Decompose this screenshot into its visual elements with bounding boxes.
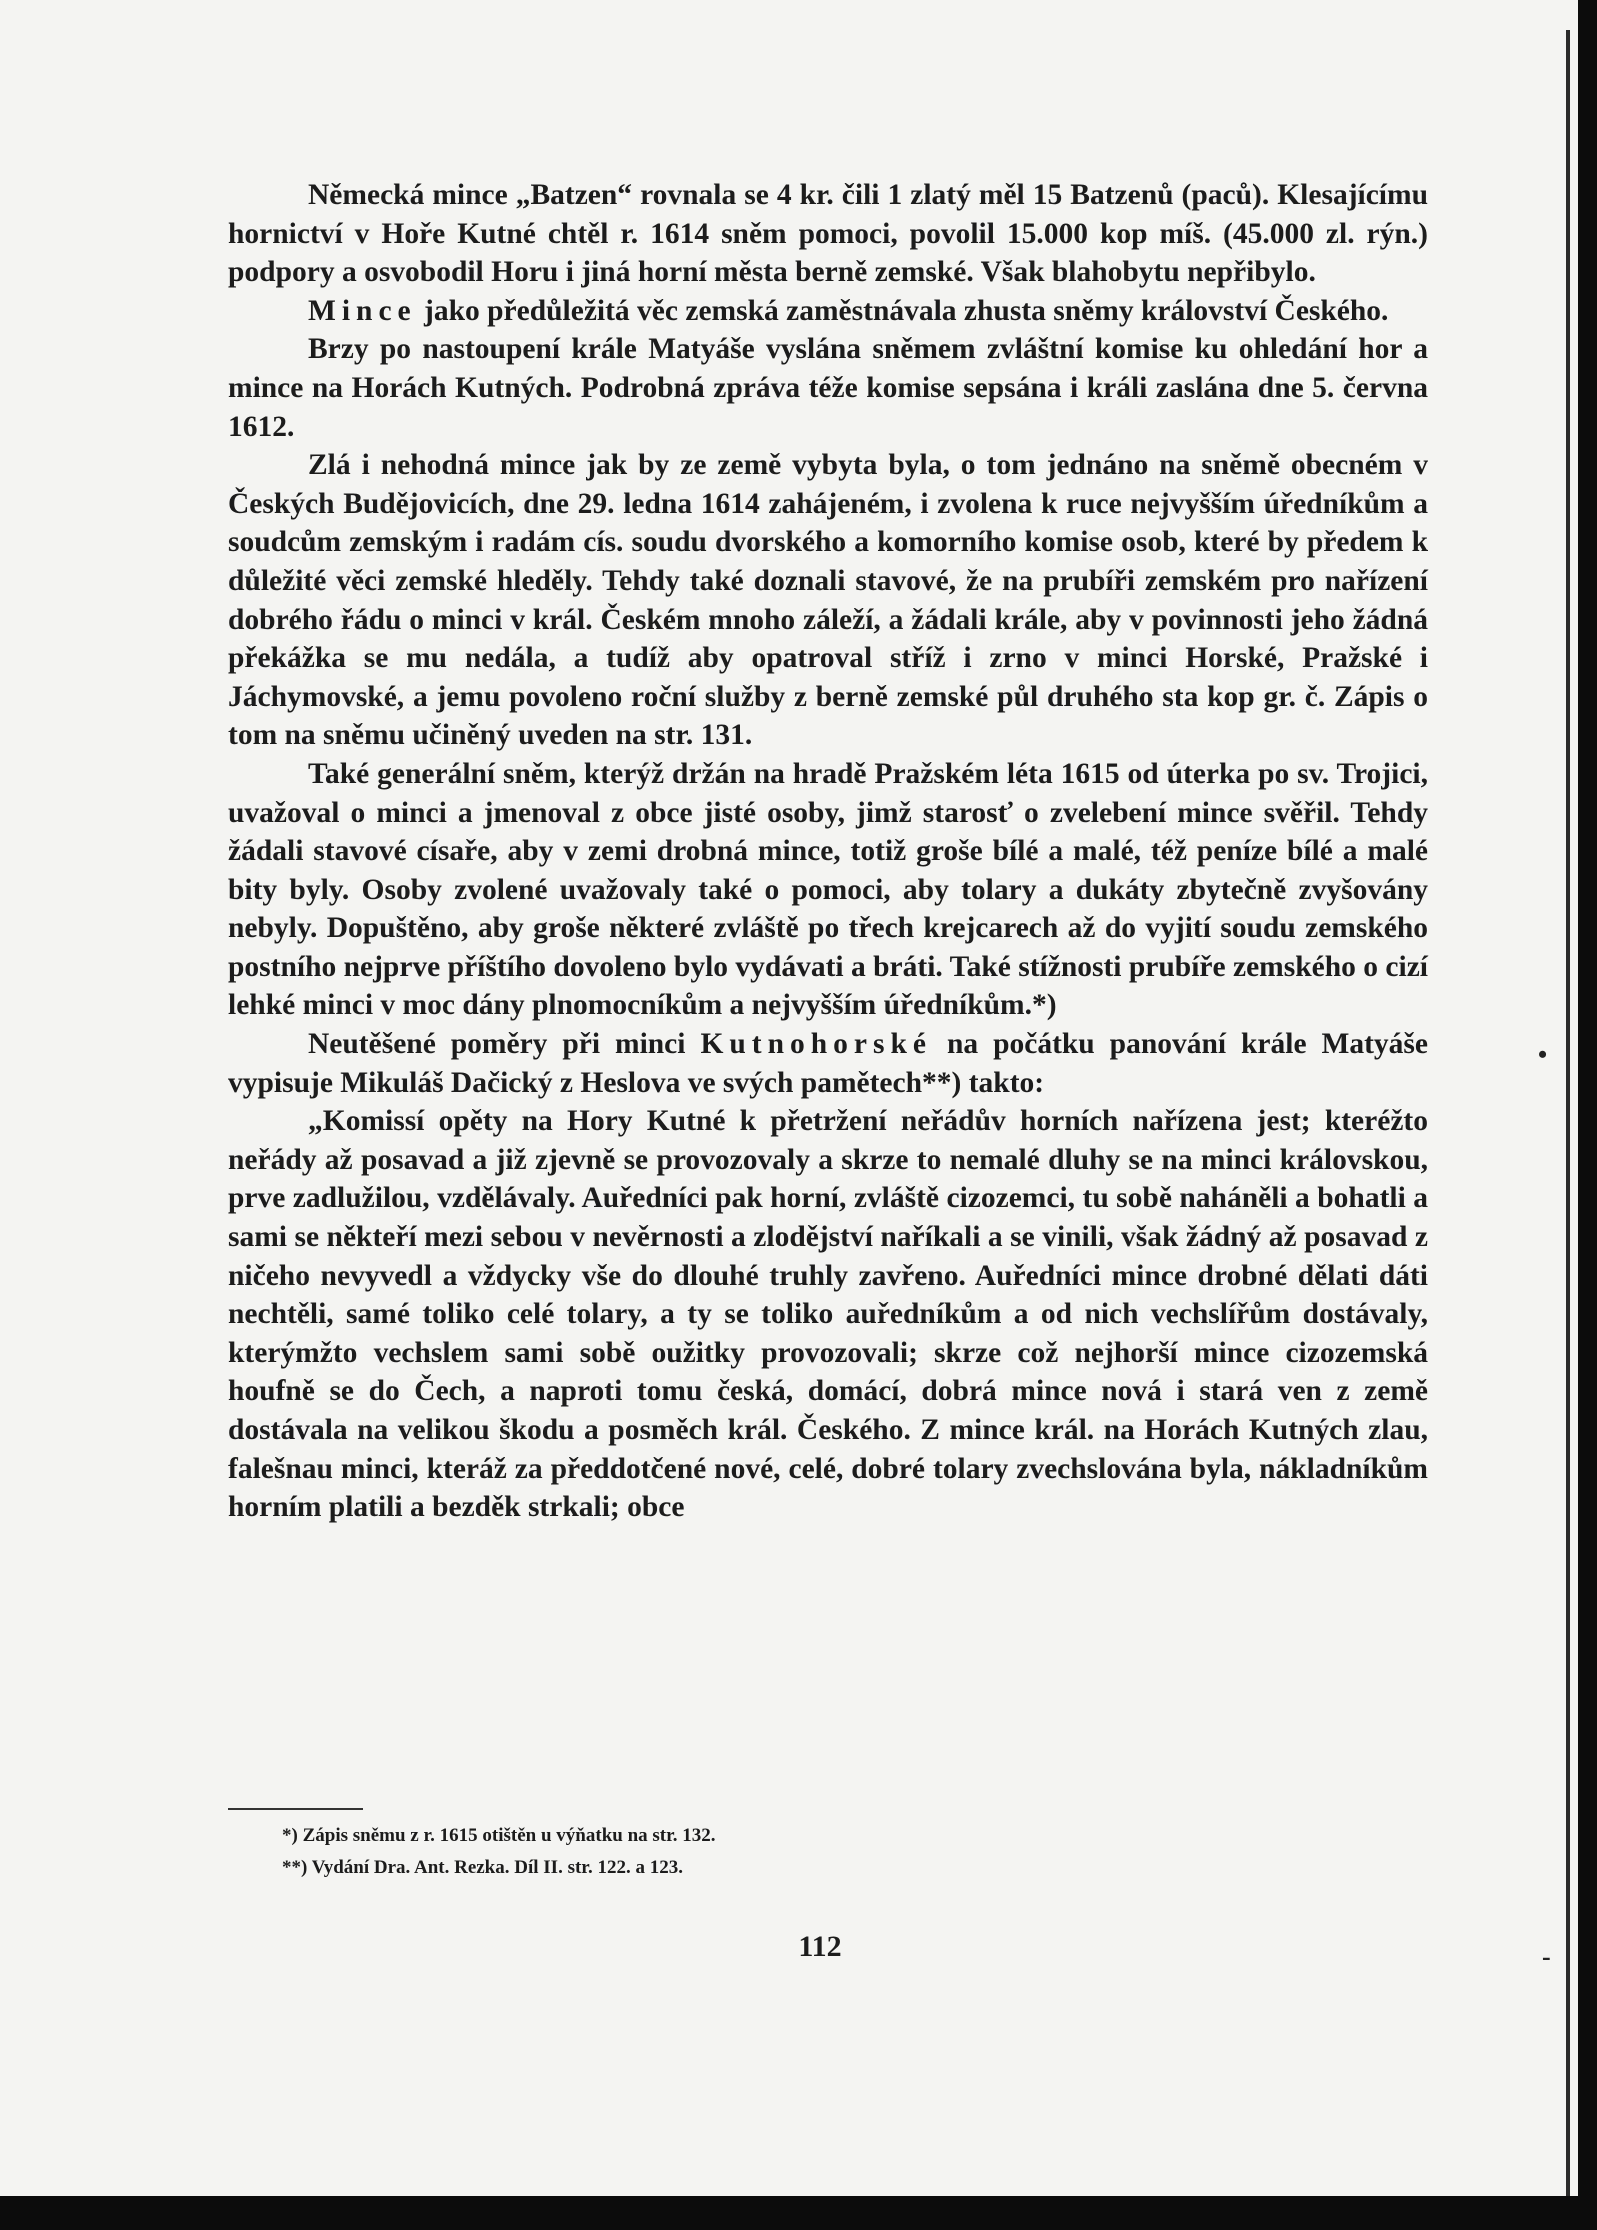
scan-shadow-bottom	[0, 2196, 1597, 2230]
footnote-1: *) Zápis sněmu z r. 1615 otištěn u výňatku na str. 132.	[282, 1825, 716, 1846]
footnotes	[282, 1820, 1382, 1884]
paragraph	[228, 330, 1428, 446]
spaced-emphasis: Kutnohorské	[700, 1028, 933, 1061]
page-edge-line	[1566, 30, 1570, 2196]
paragraph-text: na počátku panování krále Matyáše vypisuje Mikuláš Dačický z Heslova ve svých pamětech**) takto:	[228, 1028, 1429, 1099]
margin-dash-mark: -	[1542, 1942, 1551, 1971]
paragraph-text: Německá mince „Batzen“ rovnala se 4 kr. čili 1 zlatý měl 15 Batzenů (paců). Klesajícímu hornictví v Hoře Kutné chtěl r. 1614 sněm pomoci, povolil 15.000 kop míš. (45.000 zl. rýn.) podpory a osvobodil Horu i jiná horní města berně zemské. Však blahobytu nepřibylo.	[228, 179, 1428, 289]
page-number: 112	[798, 1930, 842, 1963]
scan-shadow-right	[1578, 0, 1597, 2230]
paragraph-text: Také generální sněm, kterýž držán na hradě Pražském léta 1615 od úterka po sv. Trojici, uvažoval o minci a jmenoval z obce jisté osoby, jimž starosť o zvelebení mince svěřil. Tehdy žádali stavové císaře, aby v zemi drobná mince, totiž groše bílé a malé, též peníze bílé a malé bity byly. Osoby zvolené uvažovaly také o pomoci, aby tolary a dukáty zbytečně zvyšovány nebyly. Dopuštěno, aby groše některé zvláště po třech krejcarech až do vyjití soudu zemského postního nejprve příštího dovoleno bylo vydávati a bráti. Také stížnosti prubíře zemského o cizí lehké minci v moc dány plnomocníkům a nejvyšším úředníkům.*)	[228, 757, 1428, 1022]
paragraph-text: jako předůležitá věc zemská zaměstnávala zhusta sněmy království Českého.	[416, 294, 1389, 327]
body-text	[228, 176, 1428, 1527]
paragraph-text: Brzy po nastoupení krále Matyáše vyslána sněmem zvláštní komise ku ohledání hor a mince na Horách Kutných. Podrobná zpráva téže komise sepsána i králi zaslána dne 5. června 1612.	[228, 333, 1428, 443]
paragraph	[228, 1025, 1428, 1102]
paragraph-text: Neutěšené poměry při minci	[308, 1028, 701, 1061]
paragraph-text: Zlá i nehodná mince jak by ze země vybyta byla, o tom jednáno na sněmě obecném v Českých Budějovicích, dne 29. ledna 1614 zahájeném, i zvolena k ruce nejvyšším úředníkům a soudcům zemským i radám cís. soudu dvorského a komorního komise osob, které by předem k důležité věci zemské hleděly. Tehdy také doznali stavové, že na prubíři zemském pro nařízení dobrého řádu o minci v král. Českém mnoho záleží, a žádali krále, aby v povinnosti jeho žádná překážka se mu nedála, a tudíž aby opatroval stříž i zrno v minci Horské, Pražské i Jáchymovské, a jemu povoleno roční služby z berně zemské půl druhého sta kop gr. č. Zápis o tom na sněmu učiněný uveden na str. 131.	[228, 449, 1428, 752]
footnote-2: **) Vydání Dra. Ant. Rezka. Díl II. str. 122. a 123.	[282, 1857, 683, 1878]
paragraph	[228, 1102, 1428, 1527]
spaced-emphasis: Mince	[308, 294, 417, 327]
paragraph	[228, 292, 1428, 331]
paragraph	[228, 755, 1428, 1025]
margin-bullet-mark: •	[1538, 1040, 1548, 1069]
paragraph	[228, 176, 1428, 292]
paragraph	[228, 446, 1428, 755]
paragraph-text: „Komissí opěty na Hory Kutné k přetržení neřádův horních nařízena jest; kteréžto neřády až posavad a již zjevně se provozovaly a skrze to nemalé dluhy se na minci královskou, prve zadlužilou, vzdělávaly. Auředníci pak horní, zvláště cizozemci, tu sobě naháněli a bohatli a sami se někteří mezi sebou v nevěrnosti a zlodějství naříkali a se vinili, však žádný až posavad z ničeho nevyvedl a vždycky vše do dlouhé truhly zavřeno. Auředníci mince drobné dělati dáti nechtěli, samé toliko celé tolary, a ty se toliko auředníkům a od nich vechslířům dostávaly, kterýmžto vechslem sami sobě oužitky provozovali; skrze což nejhorší mince cizozemská houfně se do Čech, a naproti tomu česká, domácí, dobrá mince nová i stará ven z země dostávala na velikou škodu a posměch král. Českého. Z mince král. na Horách Kutných zlau, falešnau minci, kteráž za předdotčené nové, celé, dobré tolary zvechslována byla, nákladníkům horním platili a bezděk strkali; obce	[228, 1105, 1428, 1524]
footnote-divider	[228, 1808, 363, 1810]
